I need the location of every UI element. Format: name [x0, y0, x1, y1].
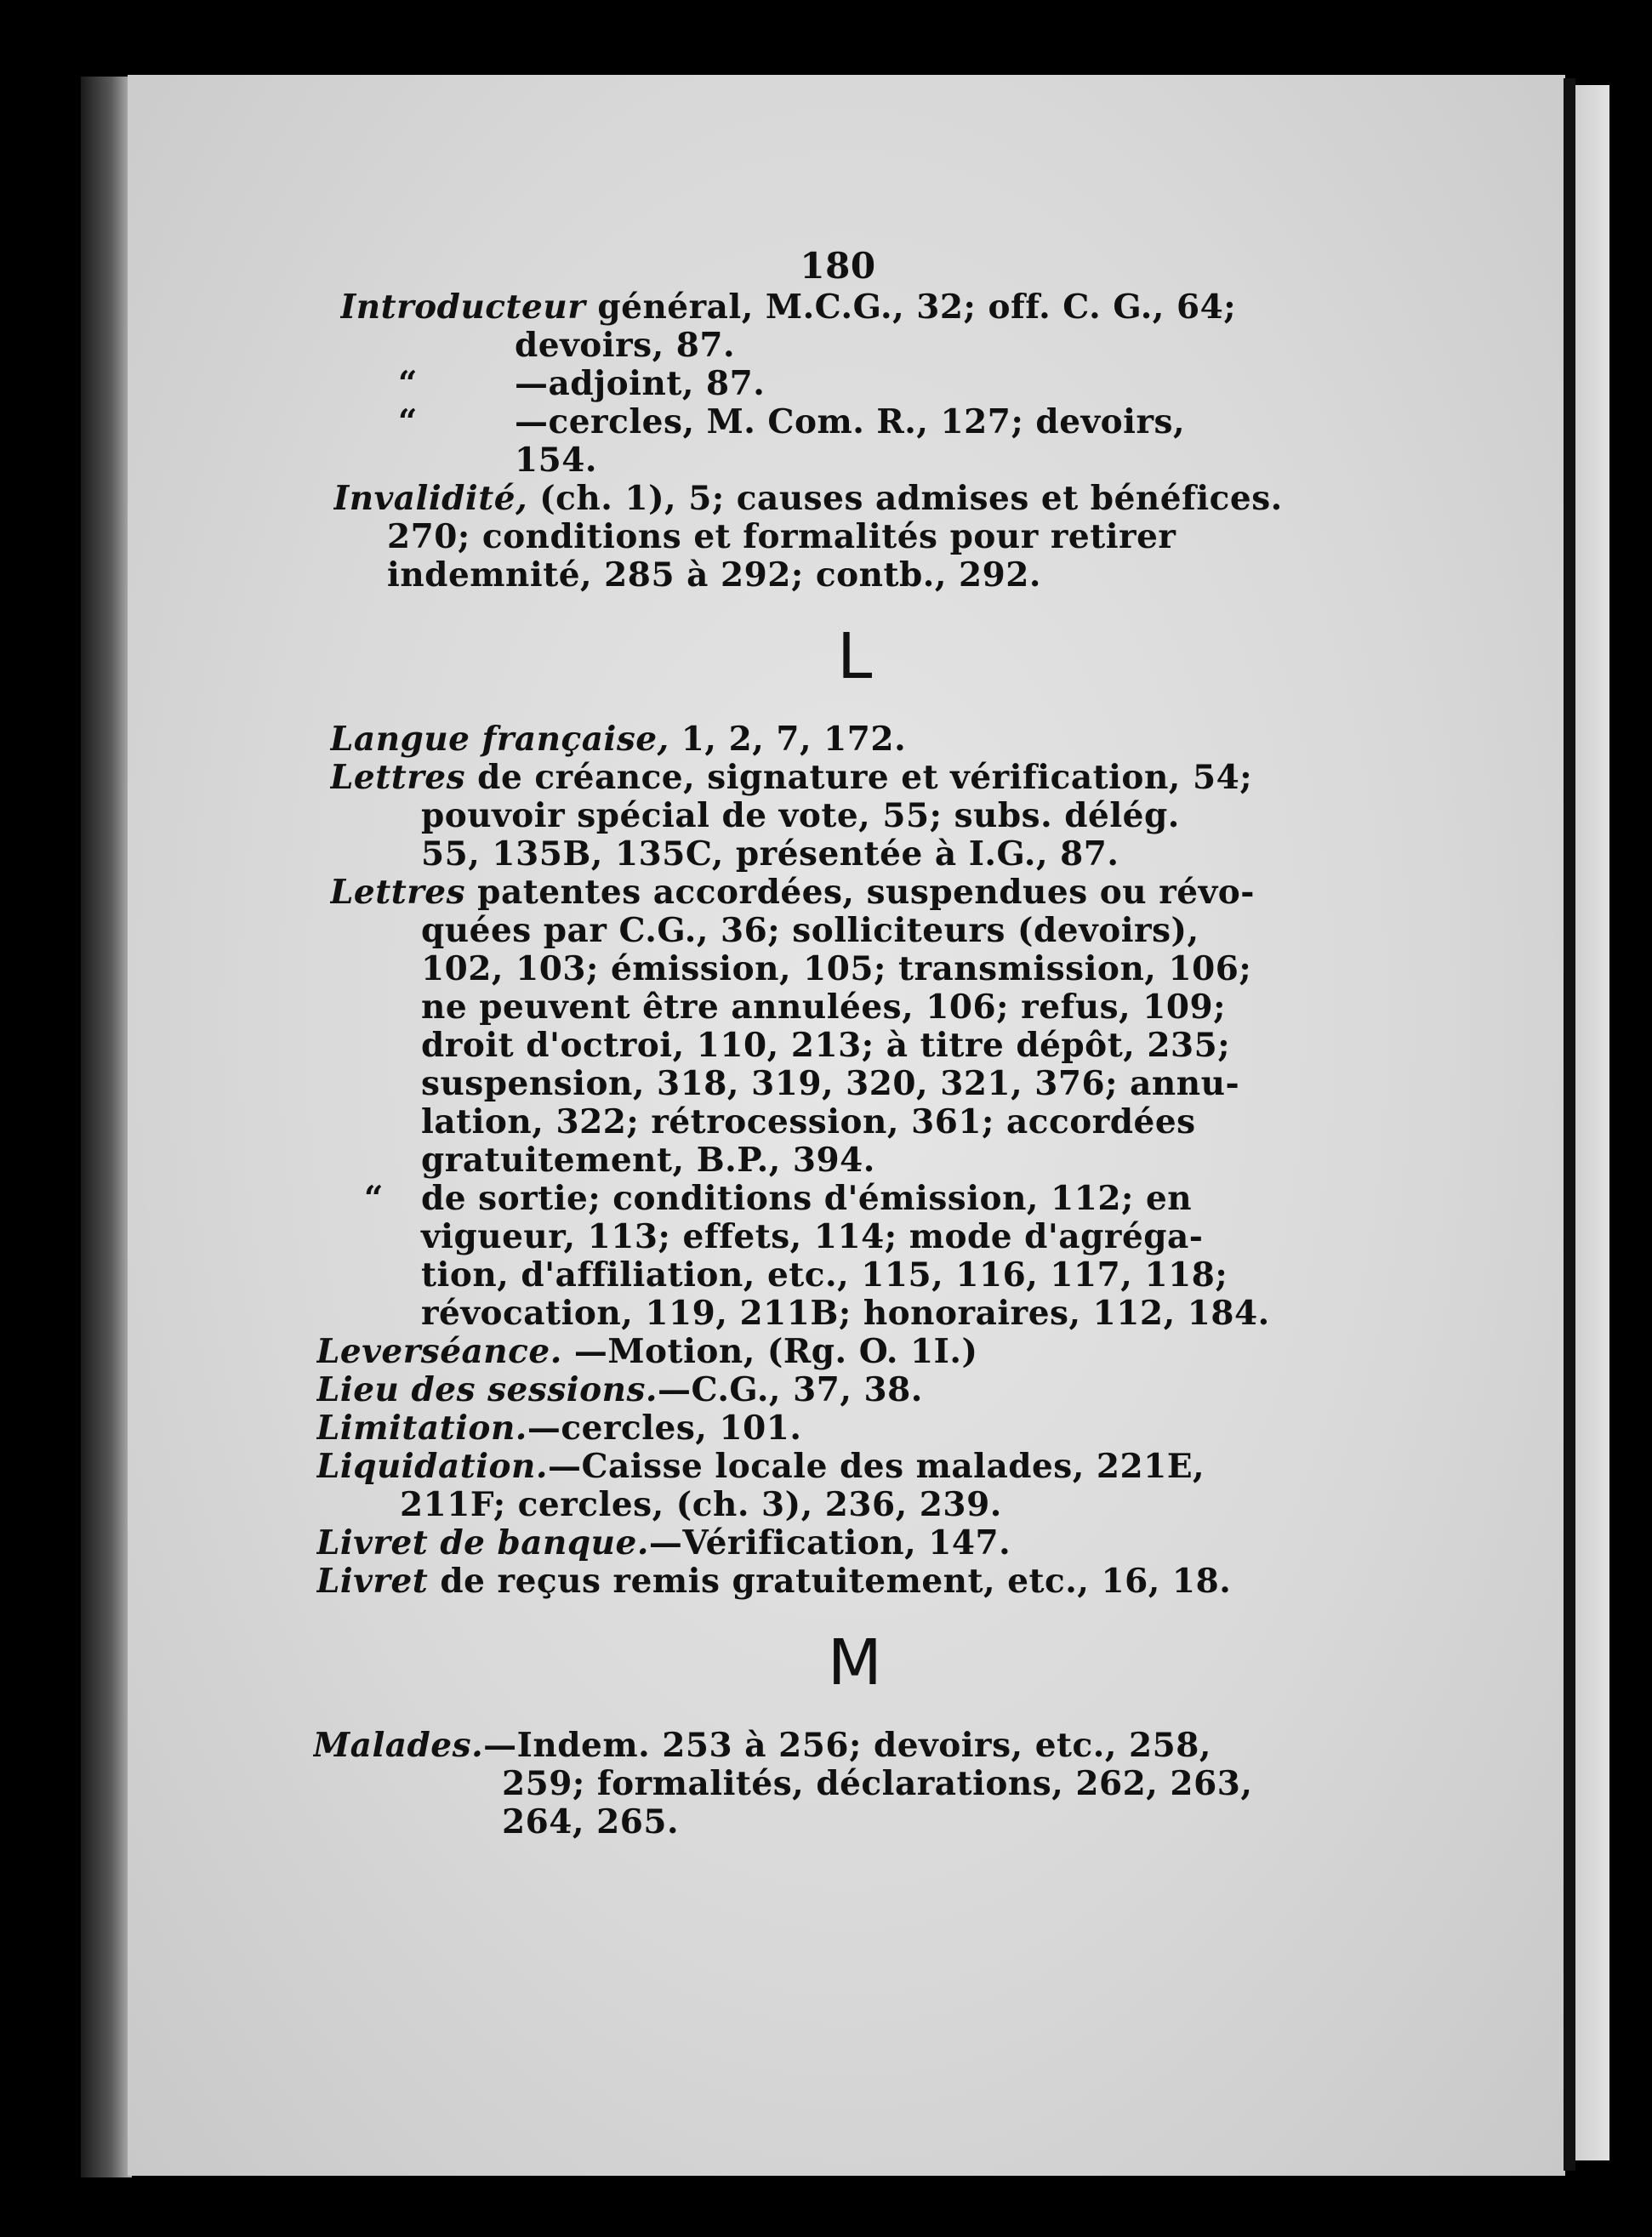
entry-line — [340, 797, 1387, 835]
page-number: 180 — [800, 245, 876, 287]
entry-text: de sortie; conditions d'émission, 112; en — [421, 1180, 1193, 1218]
entry-text: 259; formalités, déclarations, 262, 263, — [502, 1765, 1253, 1803]
entry-line — [340, 327, 1387, 365]
entry-line — [340, 1256, 1387, 1295]
entry-heading: Introducteur — [340, 288, 586, 327]
entry-text: de créance, signature et vérification, 54; — [465, 759, 1253, 797]
entry-line — [340, 441, 1387, 480]
entry-line — [340, 950, 1387, 988]
entry-malades — [313, 1727, 1387, 1841]
entry-livret-de-banque — [316, 1524, 1387, 1562]
entry-leverseance — [316, 1333, 1387, 1371]
entry-line — [330, 720, 1387, 759]
entry-text: pouvoir spécial de vote, 55; subs. délég. — [421, 797, 1180, 835]
entry-heading: Lieu des sessions. — [316, 1371, 658, 1409]
entry-text: 264, 265. — [502, 1803, 680, 1841]
entry-text: indemnité, 285 à 292; contb., 292. — [387, 556, 1042, 595]
entry-heading: Lettres — [330, 874, 466, 912]
entry-text: —C.G., 37, 38. — [658, 1371, 923, 1409]
entry-invalidite — [333, 480, 1387, 595]
entry-line — [340, 1065, 1387, 1103]
entry-text: tion, d'affiliation, etc., 115, 116, 117, 118; — [421, 1256, 1228, 1295]
entry-line — [340, 403, 1387, 441]
entry-heading: Invalidité, — [333, 480, 528, 518]
entry-line — [316, 1448, 1387, 1486]
entry-line — [316, 1524, 1387, 1562]
entry-limitation — [316, 1409, 1387, 1448]
entry-line — [316, 1409, 1387, 1448]
entry-text: 154. — [515, 441, 597, 480]
section-heading-l: L — [837, 620, 873, 693]
left-page-edge — [81, 77, 132, 2177]
entry-line — [340, 1180, 1387, 1218]
section-heading-m: M — [827, 1626, 883, 1699]
entry-heading: Langue française, — [330, 720, 669, 759]
entry-text: 55, 135B, 135C, présentée à I.G., 87. — [421, 835, 1119, 874]
entry-livret-de-recus — [316, 1562, 1387, 1601]
entry-text: quées par C.G., 36; solliciteurs (devoirs), — [421, 912, 1199, 950]
entry-lettres-patentes — [330, 874, 1387, 1180]
entry-line — [316, 1371, 1387, 1409]
entry-text: patentes accordées, suspendues ou révo- — [465, 874, 1255, 912]
entry-line — [340, 1765, 1387, 1803]
entry-heading: Lettres — [330, 759, 466, 797]
entry-heading: Limitation. — [316, 1409, 527, 1448]
entry-line — [340, 912, 1387, 950]
entry-lettres-creance — [330, 759, 1387, 874]
entry-text: 270; conditions et formalités pour retirer — [387, 518, 1176, 556]
entry-heading: Liquidation. — [316, 1448, 548, 1486]
entry-text: —cercles, 101. — [527, 1409, 802, 1448]
entry-text: 102, 103; émission, 105; transmission, 106; — [421, 950, 1252, 988]
entry-text: —Motion, (Rg. O. 1I.) — [561, 1333, 978, 1371]
entry-line — [330, 874, 1387, 912]
entry-text: devoirs, 87. — [515, 327, 736, 365]
entry-text: révocation, 119, 211B; honoraires, 112, 184. — [421, 1295, 1270, 1333]
entry-text: vigueur, 113; effets, 114; mode d'agréga- — [421, 1218, 1204, 1256]
ditto-mark: “ — [364, 1180, 384, 1218]
ditto-mark: “ — [398, 403, 418, 441]
entry-text: lation, 322; rétrocession, 361; accordées — [421, 1103, 1196, 1141]
entry-line — [340, 365, 1387, 403]
entry-line — [333, 480, 1387, 518]
entry-line — [340, 1218, 1387, 1256]
entry-text: —Caisse locale des malades, 221E, — [548, 1448, 1205, 1486]
entry-text: —adjoint, 87. — [515, 365, 766, 403]
entry-line — [340, 1027, 1387, 1065]
entry-text: —Vérification, 147. — [648, 1524, 1011, 1562]
entry-text: de reçus remis gratuitement, etc., 16, 18. — [428, 1562, 1232, 1601]
entry-text: droit d'octroi, 110, 213; à titre dépôt, 235; — [421, 1027, 1231, 1065]
index-content — [313, 245, 1387, 1841]
entry-text: général, M.C.G., 32; off. C. G., 64; — [585, 288, 1237, 327]
entry-line — [330, 759, 1387, 797]
entry-line — [340, 518, 1387, 556]
page-gutter — [1564, 78, 1575, 2171]
entry-line — [340, 1103, 1387, 1141]
entry-line — [340, 556, 1387, 595]
entry-introducteur — [340, 288, 1387, 480]
entry-line — [340, 1295, 1387, 1333]
entry-liquidation — [316, 1448, 1387, 1524]
entry-lieu-des-sessions — [316, 1371, 1387, 1409]
entry-text: —Indem. 253 à 256; devoirs, etc., 258, — [483, 1727, 1211, 1765]
next-page-edge — [1575, 85, 1609, 2160]
entry-line — [316, 1333, 1387, 1371]
entry-text: (ch. 1), 5; causes admises et bénéfices. — [527, 480, 1283, 518]
entry-text: suspension, 318, 319, 320, 321, 376; annu- — [421, 1065, 1240, 1103]
entry-line — [313, 1727, 1387, 1765]
entry-line — [340, 288, 1387, 327]
ditto-mark: “ — [398, 365, 418, 403]
entry-line — [316, 1562, 1387, 1601]
entry-line — [340, 1803, 1387, 1841]
entry-text: gratuitement, B.P., 394. — [421, 1141, 875, 1180]
entry-line — [340, 1141, 1387, 1180]
entry-line — [340, 835, 1387, 874]
entry-heading: Livret — [316, 1562, 429, 1601]
entry-text: —cercles, M. Com. R., 127; devoirs, — [515, 403, 1186, 441]
entry-heading: Malades. — [313, 1727, 484, 1765]
entry-text: 1, 2, 7, 172. — [669, 720, 907, 759]
entry-heading: Leverséance. — [316, 1333, 562, 1371]
entry-line — [340, 1486, 1387, 1524]
entry-heading: Livret de banque. — [316, 1524, 649, 1562]
entry-text: ne peuvent être annulées, 106; refus, 109; — [421, 988, 1227, 1027]
entry-line — [340, 988, 1387, 1027]
entry-langue-francaise — [330, 720, 1387, 759]
entry-text: 211F; cercles, (ch. 3), 236, 239. — [400, 1486, 1002, 1524]
entry-lettres-sortie — [340, 1180, 1387, 1333]
